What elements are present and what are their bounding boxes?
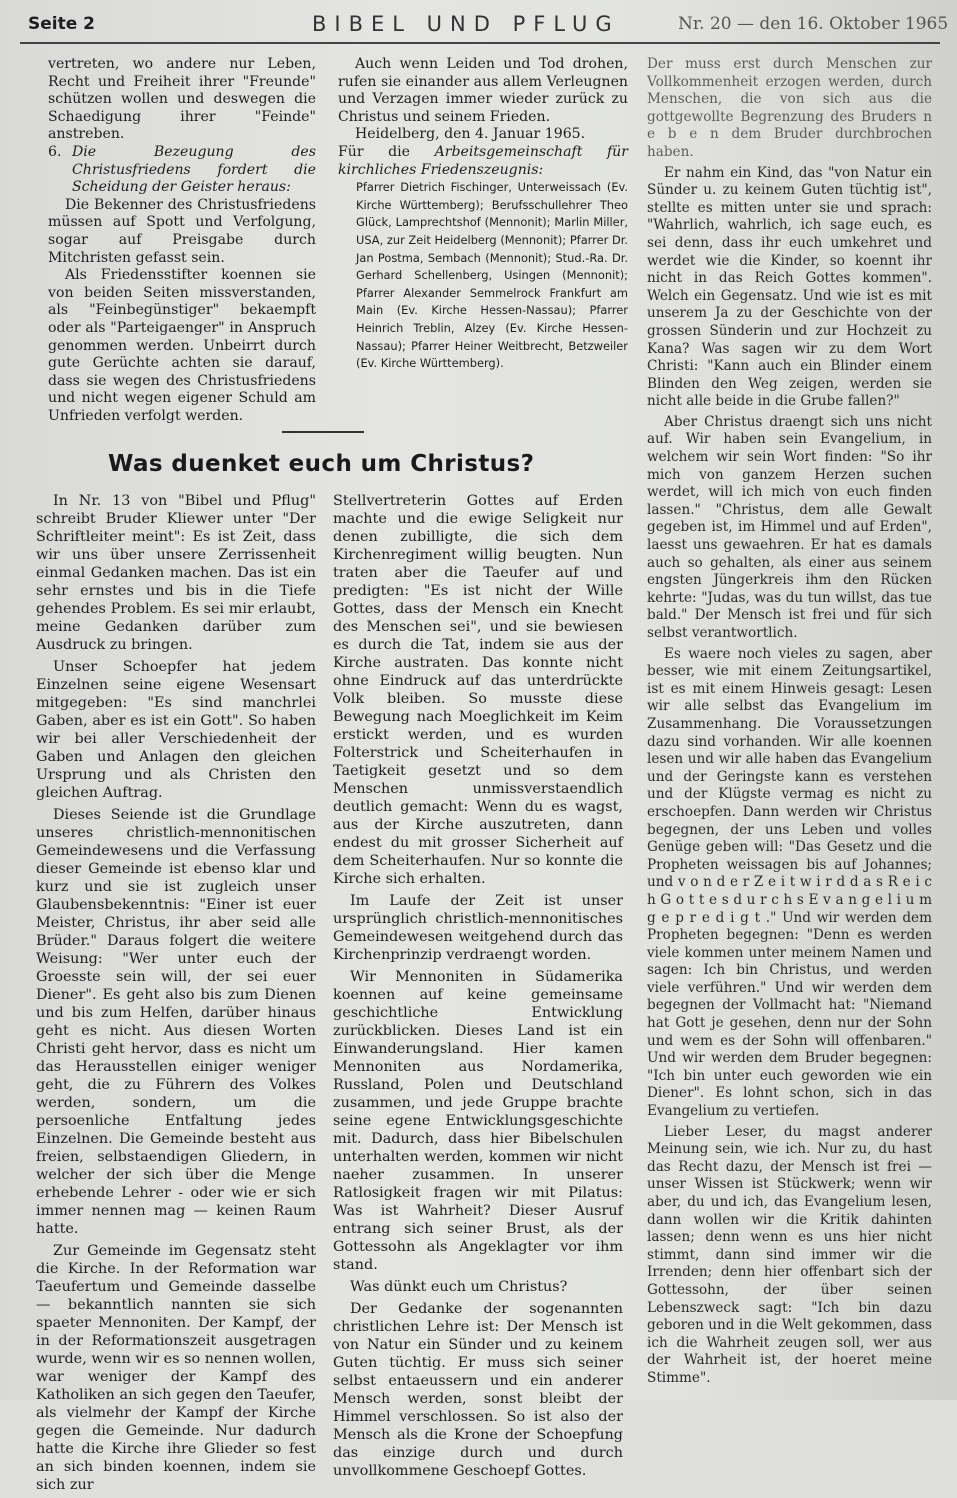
paragraph: Als Friedensstifter koennen sie von beiden Seiten missverstanden, als "Feinbegünstiger" bekaempft oder als "Parteigaenger" in Anspruch genommen werden. Unbeirrt durch gute Gerüchte achten sie darauf, dass sie wegen des Christusfriedens und nicht wegen eigener Schuld am Unfrieden verfolgt werden. [48,267,316,424]
signatories: Pfarrer Dietrich Fischinger, Unterweissach (Ev. Kirche Württemberg); Berufsschullehrer Theo Glück, Lamprechtshof (Mennonit); Marlin Miller, USA, zur Zeit Heidelberg (Mennonit); Pfarrer Dr. Jan Postma, Sembach (Mennonit); Stud.-Ra. Dr. Gerhard Schellenberg, Usingen (Mennonit); Pfarrer Alexander Semmelrock Frankfurt am Main (Ev. Kirche Hessen-Nassau); Pfarrer Heinrich Treblin, Alzey (Ev. Kirche Hessen-Nassau); Pfarrer Heiner Weitbrecht, Betzweiler (Ev. Kirche Württemberg). [356,180,628,371]
article-col-2 [333,492,623,1484]
paragraph: Aber Christus draengt sich uns nicht auf. Wir haben sein Evangelium, in welchem wir sein Wort finden: "So ihr mich von ganzem Herzen suchen werdet, will ich mich von euch finden lassen." "Christus, dem alle Gewalt gegeben ist, im Himmel und auf Erden", laesst uns gewaehren. Er hat es damals auch so gehalten, als einer aus seinem engsten Jüngerkreis ihm den Rücken kehrte: "Judas, was du tun willst, das tue bald." Der Mensch ist frei und für sich selbst verantwortlich. [647,413,932,641]
paragraph: Der muss erst durch Menschen zur Vollkommenheit erzogen werden, durch Menschen, die von sich aus die gottgewollte Begrenzung des Bruders n e b e n dem Bruder durchbrochen haben. [647,56,932,160]
section-divider [282,431,364,433]
paragraph: Er nahm ein Kind, das "von Natur ein Sünder u. zu keinem Guten tüchtig ist", stellte es mitten unter sie und sprach: "Wahrlich, wahrlich, ich sage euch, es sei denn, dass ihr euch umkehret und werdet wie die Kinder, so koennt ihr nicht in das Reich Gottes kommen". Welch ein Gegensatz. Und wie ist es mit unserem Ja zu der Geschichte von der grossen Sünderin und zur Hochzeit zu Kana? Was sagen wir zu dem Wort Christi: "Kann auch ein Blinder einem Blinden den Weg zeigen, werden sie nicht alle beide in die Grube fallen?" [647,164,932,410]
thesis-title: Die Bezeugung des Christusfriedens fordert die Scheidung der Geister heraus: [72,143,316,196]
place-date: Heidelberg, den 4. Januar 1965. [355,126,586,143]
paragraph: Stellvertreterin Gottes auf Erden machte und die ewige Seligkeit nur denen zubilligte, die sich dem Kirchenregiment willig beugten. Nun traten aber die Taeufer auf und predigten: "Es ist nicht der Wille Gottes, dass der Mensch ein Knecht des Menschen sei", und sie bewiesen es durch die Tat, indem sie aus der Kirche austraten. Das konnte nicht ohne Eindruck auf das unterdrückte Volk bleiben. So musste diese Bewegung nach Moeglichkeit im Keim erstickt werden, und es wurden Folterstrick und Scheiterhaufen in Taetigkeit gesetzt und so dem Menschen unmissverstaendlich deutlich gemacht: Wenn du es wagst, aus der Kirche auszutreten, dann endest du mit grosser Sicherheit auf dem Scheiterhaufen. Nur so konnte die Kirche sich erhalten. [333,493,623,887]
signature-intro [338,144,628,179]
paragraph: Im Laufe der Zeit ist unser ursprünglich christlich-mennonitisches Gemeindewesen weitgehend durch das Kirchenprinzip verdraengt worden. [333,893,623,963]
paragraph: Es waere noch vieles zu sagen, aber besser, wie mit einem Zeitungsartikel, ist es mit einem Hinweis gesagt: Lesen wir alle selbst das Evangelium im Zusammenhang. Die Voraussetzungen dazu sind vorhanden. Wir alle koennen lesen und wir alle haben das Evangelium und der Geringste kann es verstehen und der Klügste vermag es nicht zu erschoepfen. Dann werden wir Christus begegnen, der uns Leben und volles Genüge geben will: "Das Gesetz und die Propheten weissagen bis auf Johannes; und v o n d e r Z e i t w i r d d a s R e i c h G o t t e s d u r c h s E v a n g e l i u m g e p r e d i g t ." Und wir werden dem Propheten begegnen: "Denn es werden viele kommen unter meinem Namen und sagen: Ich bin Christus, und werden viele verführen." Und wir werden dem begegnen der Vollmacht hat: "Niemand hat Gott je gesehen, denn nur der Sohn und wem es der Sohn will offenbaren." Und wir werden dem Bruder begegnen: "Ich bin unter euch geworden wie ein Diener". Es lohnt schon, sich in das Evangelium zu vertiefen. [647,645,932,1120]
paragraph: Unser Schoepfer hat jedem Einzelnen seine eigene Wesensart mitgegeben: "Es sind manchrlei Gaben, aber es ist ein Gott". So haben wir bei aller Verschiedenheit der Gaben und Anlagen den gleichen Ursprung und als Christen den gleichen Auftrag. [36,659,316,801]
paragraph: Dieses Seiende ist die Grundlage unseres christlich-mennonitischen Gemeindewesens und die Verfassung dieser Gemeinde ist ebenso klar und kurz und sie ist zugleich unser Glaubensbekenntnis: "Einer ist euer Meister, Christus, ihr aber seid alle Brüder." Daraus folgert die weitere Weisung: "Wer unter euch der Groesste sein will, der sei euer Diener". Es geht also bis zum Dienen und bis zum Helfen, darüber hinaus geht es nicht. Aus diesen Worten Christi geht hervor, dass es nicht um das Herausstellen einiger weniger geht, die zu Führern des Volkes werden, sondern, um die persoenliche Entfaltung jedes Einzelnen. Die Gemeinde besteht aus freien, selbstaendigen Gliedern, in welcher der sich über die Menge erhebende Lehrer - oder wie er sich immer nennen mag — keinen Raum hatte. [36,807,316,1237]
header-rule [20,42,940,44]
thesis-number: 6. [48,143,62,160]
paragraph: Wir Mennoniten in Südamerika koennen auf keine gemeinsame geschichtliche Entwicklung zurückblicken. Dieses Land ist ein Einwanderungsland. Hier kamen Mennoniten aus Nordamerika, Russland, Polen und Deutschland zusammen, und jede Gruppe brachte seine egene Entwicklungsgeschichte mit. Dadurch, dass hier Bibelschulen unterhalten werden, kommen wir nicht naeher zusammen. In unserer Ratlosigkeit fragen wir mit Pilatus: Was ist Wahrheit? Dieser Ausruf entrang sich seiner Brust, als der Gottessohn als Angeklagter vor ihm stand. [333,969,623,1273]
paragraph: Was dünkt euch um Christus? [350,1279,568,1295]
group-name: Arbeitsgemeinschaft für kirchliches Friedenszeugnis: [338,143,628,178]
paragraph: Der Gedanke der sogenannten christlichen Lehre ist: Der Mensch ist von Natur ein Sünder und zu keinem Guten tüchtig. Er muss sich seiner selbst entaeussern und ein anderer Mensch werden, sonst bleibt der Himmel verschlossen. So ist also der Mensch als die Krone der Schoepfung das einzige durch und durch unvollkommene Geschoepf Gottes. [333,1301,623,1479]
paragraph: Die Bekenner des Christusfriedens müssen auf Spott und Verfolgung, sogar auf Preisgabe durch Mitchristen gefasst sein. [48,196,316,266]
paragraph: In Nr. 13 von "Bibel und Pflug" schreibt Bruder Kliewer unter "Der Schriftleiter meint": Es ist Zeit, dass wir uns über unsere Zerrissenheit einmal Gedanken machen. Das ist ein sehr ernstes und bis in die Tiefe gehendes Problem. Es sei mir erlaubt, meine Gedanken darüber zum Ausdruck zu bringen. [36,493,316,653]
article-headline: Was duenket euch um Christus? [108,451,535,477]
paragraph: Zur Gemeinde im Gegensatz steht die Kirche. In der Reformation war Taeufertum und Gemeinde dasselbe — bekanntlich nannten sie sich spaeter Mennoniten. Der Kampf, der in der Reformationszeit ausgetragen wurde, wenn wir es so nennen wollen, war weniger der Kampf des Katholiken an sich gegen den Taeufer, als vielmehr der Kampf der Kirche gegen die Gemeinde. Nur dadurch hatte die Kirche ihre Glieder so fest an sich binden koennen, indem sie sich zur [36,1243,316,1493]
article-col-1 [36,492,316,1498]
paragraph: vertreten, wo andere nur Leben, Recht und Freiheit ihrer "Freunde" schützen wollen und deswegen die Schaedigung ihrer "Feinde" anstreben. [48,56,316,143]
masthead: BIBEL UND PFLUG [312,12,620,36]
for-label: Für die [338,143,411,160]
numbered-thesis [48,144,316,197]
page-header [0,8,957,42]
article-col-3 [647,56,932,1391]
paragraph: Auch wenn Leiden und Tod drohen, rufen sie einander aus allem Verleugnen und Verzagen immer wieder zurück zu Christus und seinem Frieden. [338,56,628,125]
prev-article-col-1 [48,56,316,425]
paragraph: Lieber Leser, du magst anderer Meinung sein, wie ich. Nur zu, du hast das Recht dazu, der Mensch ist frei — unser Wissen ist Stückwerk; wenn wir aber, du und ich, das Evangelium lesen, dann wollen wir die Kritik dahinten lassen; denn wenn es uns hier nicht stimmt, dann sind immer wir die Irrenden; denn hier offenbart sich der Gottessohn, der über seinen Lebenszweck sagt: "Ich bin dazu geboren und in die Welt gekommen, dass ich die Wahrheit zeugen soll, wer aus der Wahrheit ist, der hoeret meine Stimme". [647,1123,932,1386]
prev-article-col-2 [338,56,628,373]
issue-date: Nr. 20 — den 16. Oktober 1965 [678,14,949,34]
page-number: Seite 2 [28,14,96,34]
